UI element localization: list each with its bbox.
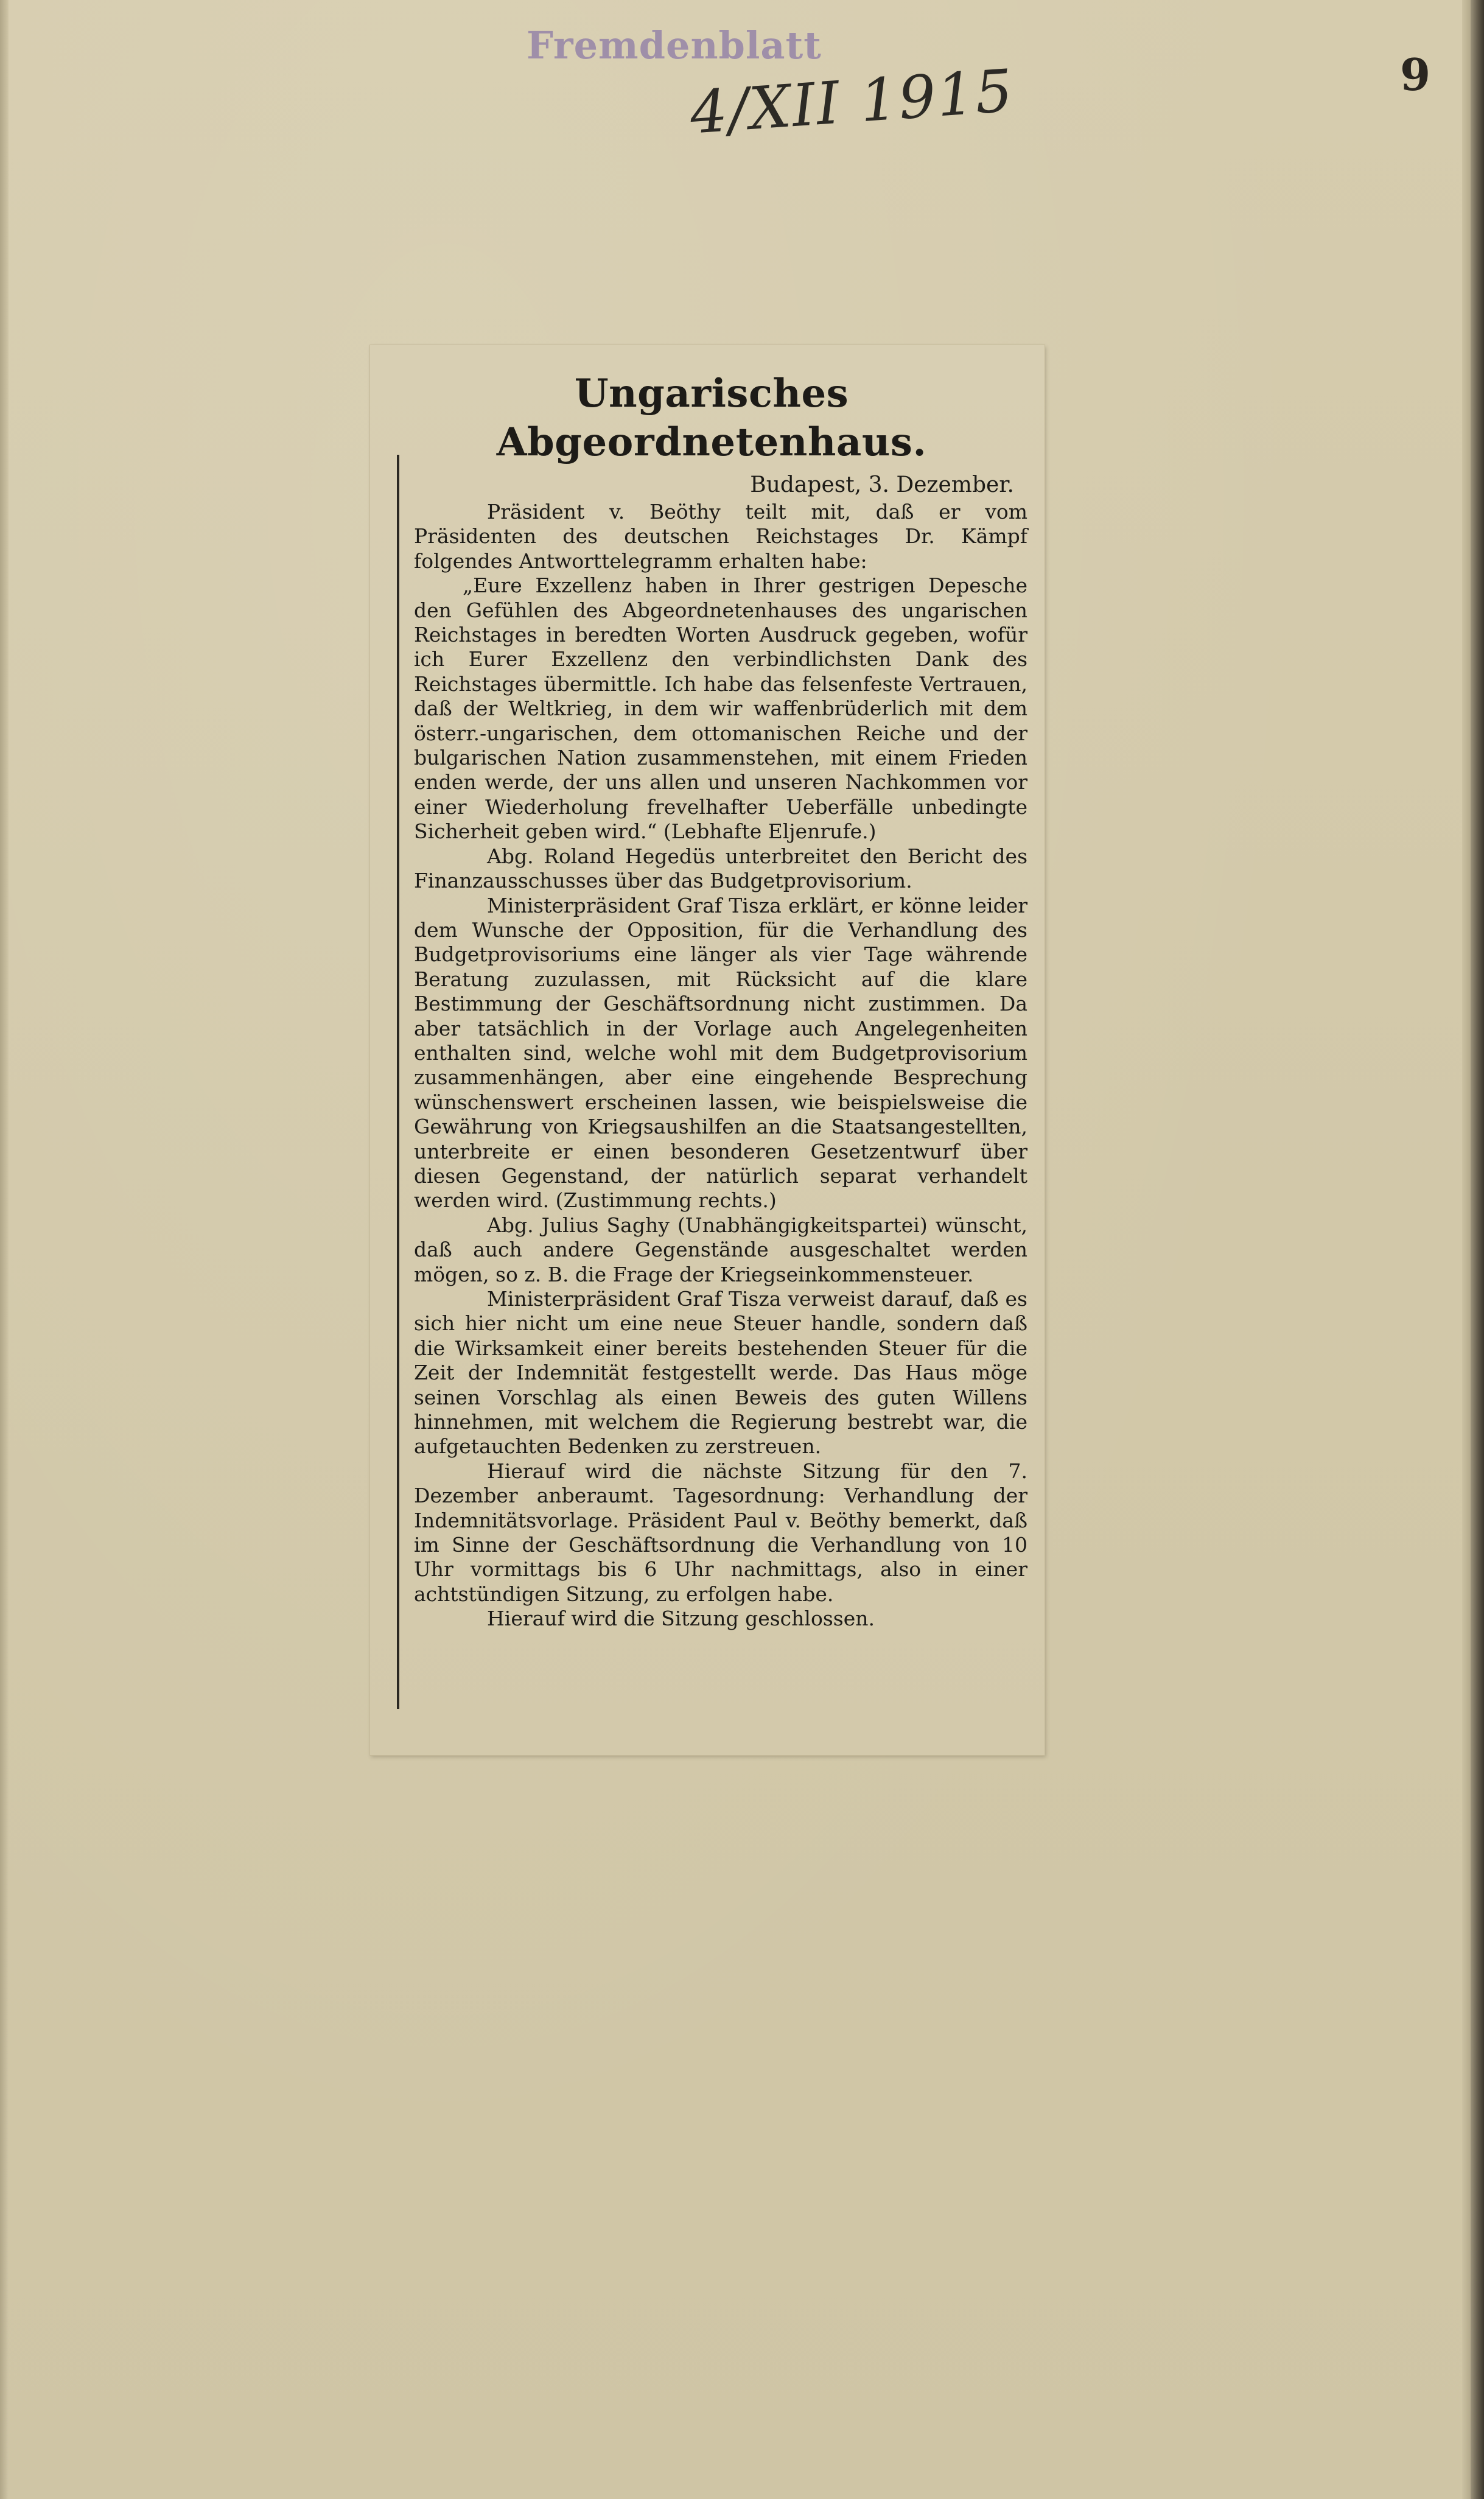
- paragraph: Ministerpräsident Graf Tisza verweist darauf, daß es sich hier nicht um eine neue Steuer handle, sondern daß die Wirksamkeit einer bereits bestehenden Steuer für die Zeit der Indemnität festgestellt werde. Das Haus möge seinen Vorschlag als einen Beweis des guten Willens hinnehmen, mit welchem die Regierung bestrebt war, die aufgetauchten Bedenken zu zerstreuen.: [414, 1287, 1027, 1459]
- paragraph: Hierauf wird die Sitzung geschlossen.: [487, 1607, 875, 1631]
- paragraph: Präsident v. Beöthy teilt mit, daß er vom Präsidenten des deutschen Reichstages Dr. Kämpf folgendes Antworttelegramm erhalten habe:: [414, 500, 1027, 573]
- paragraph: Abg. Julius Saghy (Unabhängigkeitspartei) wünscht, daß auch andere Gegenstände ausgeschaltet werden mögen, so z. B. die Frage der Kriegseinkommensteuer.: [414, 1213, 1027, 1286]
- sheet-right-margin: [1462, 0, 1471, 2499]
- newspaper-stamp: Fremdenblatt: [527, 23, 822, 68]
- paragraph: Hierauf wird die nächste Sitzung für den 7. Dezember anberaumt. Tagesordnung: Verhandlung der Indemnitätsvorlage. Präsident Paul v. Beöthy bemerkt, daß im Sinne der Geschäftsordnung die Verhandlung von 10 Uhr vormittags bis 6 Uhr nachmittags, also in einer achtstündigen Sitzung, zu erfolgen habe.: [414, 1459, 1027, 1606]
- handwritten-date: 4/XII 1915: [688, 56, 1016, 147]
- article-body: [414, 500, 1027, 1632]
- article-dateline: Budapest, 3. Dezember.: [750, 472, 1014, 497]
- newspaper-clipping: [370, 345, 1045, 1755]
- sheet-right-edge: [1471, 0, 1484, 2499]
- sheet-left-edge: [0, 0, 9, 2499]
- article-headline: Ungarisches Abgeordnetenhaus.: [496, 371, 927, 465]
- paragraph: Ministerpräsident Graf Tisza erklärt, er könne leider dem Wunsche der Opposition, für die Verhandlung des Budgetprovisoriums eine länger als vier Tage währende Beratung zuzulassen, mit Rücksicht auf die klare Bestimmung der Geschäftsordnung nicht zustimmen. Da aber tatsächlich in der Vorlage auch Angelegenheiten enthalten sind, welche wohl mit dem Budgetprovisorium zusammenhängen, aber eine eingehende Besprechung wünschenswert erscheinen lassen, wie beispielsweise die Gewährung von Kriegsaushilfen an die Staatsangestellten, unterbreite er einen besonderen Gesetzentwurf über diesen Gegenstand, der natürlich separat verhandelt werden wird. (Zustimmung rechts.): [414, 893, 1027, 1213]
- page-number: 9: [1400, 49, 1431, 100]
- paragraph: „Eure Exzellenz haben in Ihrer gestrigen Depesche den Gefühlen des Abgeordnetenhauses des ungarischen Reichstages in beredten Worten Ausdruck gegeben, wofür ich Eurer Exzellenz den verbindlichsten Dank des Reichstages übermittle. Ich habe das felsenfeste Vertrauen, daß der Weltkrieg, in dem wir waffenbrüderlich mit dem österr.-ungarischen, dem ottomanischen Reiche und der bulgarischen Nation zusammenstehen, mit einem Frieden enden werde, der uns allen und unseren Nachkommen vor einer Wiederholung frevelhafter Ueberfälle unbedingte Sicherheit geben wird.“ (Lebhafte Eljenrufe.): [414, 573, 1027, 844]
- paragraph: Abg. Roland Hegedüs unterbreitet den Bericht des Finanzausschusses über das Budgetprovisorium.: [414, 844, 1027, 893]
